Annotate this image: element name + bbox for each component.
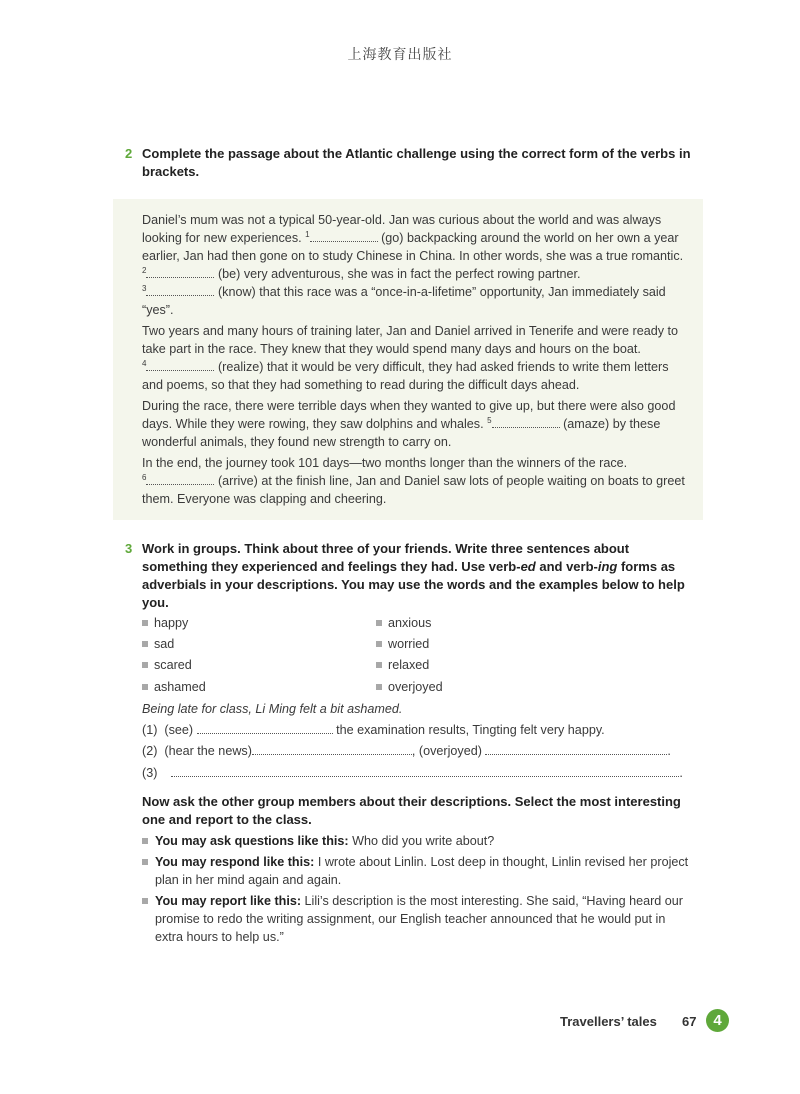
sentence-3-label: (3) [142, 766, 158, 780]
word-item [142, 658, 192, 678]
word-label: ashamed [154, 680, 206, 694]
sentence-3 [142, 764, 683, 782]
p4-text-a: In the end, the journey took 101 days—two months longer than the winners of the race. [142, 456, 628, 470]
bullet-square-icon [376, 641, 382, 647]
p1-text-c: (be) very adventurous, she was in fact the perfect rowing partner. [217, 267, 581, 281]
blank-2[interactable] [146, 266, 214, 278]
sentence-1-label: (1) [142, 723, 158, 737]
p2-text-a: Two years and many hours of training later, Jan and Daniel arrived in Tenerife and were ready to take part in the race. They knew that they would spend many days and hours on the boat. [142, 324, 679, 356]
sentence-3-period: . [679, 766, 683, 780]
ask-text: Who did you write about? [348, 834, 495, 848]
example-sentence: Being late for class, Li Ming felt a bit ashamed. [142, 702, 403, 716]
blank-4-number: 4 [142, 358, 147, 368]
sentence-1-text: the examination results, Tingting felt very happy. [336, 723, 605, 737]
exercise-2-instruction: Complete the passage about the Atlantic challenge using the correct form of the verbs in brackets. [142, 146, 691, 179]
p3-text-b: (amaze) by these wonderful animals, they found new strength to carry on. [142, 417, 661, 449]
word-item [376, 680, 443, 700]
word-item [376, 637, 429, 657]
word-label: worried [388, 637, 430, 651]
blank-6[interactable] [146, 473, 214, 485]
unit-title: Travellers’ tales [560, 1014, 657, 1029]
blank-4[interactable] [146, 359, 214, 371]
sentence-2 [142, 742, 671, 760]
p4-text-b: (arrive) at the finish line, Jan and Daniel saw lots of people waiting on boats to greet them. Everyone was clapping and cheering. [142, 474, 685, 506]
paragraph-2 [142, 322, 687, 394]
page-number: 67 [682, 1014, 697, 1029]
instruction-part-b: and verb- [535, 559, 598, 574]
word-label: anxious [388, 616, 432, 630]
exercise-3-instruction [142, 540, 692, 612]
paragraph-3 [142, 397, 687, 451]
bullet-square-icon [376, 620, 382, 626]
word-item [142, 637, 174, 657]
sentence-2-label: (2) [142, 744, 158, 758]
bullet-square-icon [376, 684, 382, 690]
p2-text-b: (realize) that it would be very difficult, they had asked friends to write them letters and poems, so that they had something to read during the difficult days ahead. [142, 360, 669, 392]
paragraph-4 [142, 454, 687, 508]
ask-tip-text [155, 832, 692, 850]
bullet-square-icon [142, 662, 148, 668]
report-label: You may report like this: [155, 894, 302, 908]
exercise-3-number: 3 [125, 541, 133, 556]
blank-1[interactable] [310, 230, 378, 242]
word-label: overjoyed [388, 680, 443, 694]
word-label: relaxed [388, 658, 430, 672]
sentence-2-blank-a[interactable] [252, 743, 412, 755]
blank-3-number: 3 [142, 283, 147, 293]
respond-tip [142, 853, 692, 889]
sentence-2-text: , (overjoyed) [411, 744, 482, 758]
publisher-header: 上海教育出版社 [347, 47, 453, 63]
word-label: sad [154, 637, 175, 651]
word-item [376, 658, 429, 678]
bullet-square-icon [142, 898, 148, 904]
p3-text-a: During the race, there were terrible days when they wanted to give up, but there were also good days. While they were rowing, they saw dolphins and whales. [142, 399, 676, 431]
ask-tip [142, 832, 692, 850]
blank-5-number: 5 [487, 415, 492, 425]
sentence-1-blank[interactable] [197, 722, 333, 734]
blank-5[interactable] [492, 416, 560, 428]
bullet-square-icon [376, 662, 382, 668]
sentence-2-blank-b[interactable] [485, 743, 667, 755]
sentence-2-period: . [667, 744, 671, 758]
exercise-3-instruction-2: Now ask the other group members about their descriptions. Select the most interesting one and report to the class. [142, 794, 681, 827]
sentence-3-blank[interactable] [171, 765, 679, 777]
word-item [376, 616, 431, 636]
instruction-ing: ing [597, 559, 618, 574]
word-label: scared [154, 658, 192, 672]
ask-label: You may ask questions like this: [155, 834, 349, 848]
blank-6-number: 6 [142, 472, 147, 482]
blank-1-number: 1 [305, 229, 310, 239]
sentence-2-verb: (hear the news) [164, 744, 252, 758]
p1-text-d: (know) that this race was a “once-in-a-lifetime” opportunity, Jan immediately said “yes”. [142, 285, 666, 317]
instruction-ed: ed [520, 559, 536, 574]
respond-text: I wrote about Linlin. Lost deep in thought, Linlin revised her project plan in her mind again and again. [155, 855, 689, 887]
passage-text [142, 211, 687, 511]
report-text: Lili’s description is the most interesting. She said, “Having heard our promise to redo the writing assignment, our English teacher announced that he would put in extra hours to help us.” [155, 894, 684, 944]
instruction-part-a: Work in groups. Think about three of your friends. Write three sentences about something they experienced and feelings they had. Use verb- [142, 541, 630, 574]
sentence-1-verb: (see) [164, 723, 194, 737]
bullet-square-icon [142, 859, 148, 865]
instruction-part-c: forms as adverbials in your descriptions. You may use the words and the examples below to help you. [142, 559, 685, 610]
bullet-square-icon [142, 620, 148, 626]
word-item [142, 616, 188, 636]
p1-text-b: (go) backpacking around the world on her own a year earlier, Jan had then gone on to study Chinese in China. In other words, she was a true romantic. [142, 231, 684, 263]
p1-text-a: Daniel’s mum was not a typical 50-year-old. Jan was curious about the world and was always looking for new experiences. [142, 213, 662, 245]
bullet-square-icon [142, 838, 148, 844]
exercise-2-number: 2 [125, 146, 133, 161]
bullet-square-icon [142, 641, 148, 647]
word-label: happy [154, 616, 189, 630]
respond-tip-text [155, 853, 692, 889]
unit-number-badge: 4 [706, 1009, 729, 1032]
blank-3[interactable] [146, 284, 214, 296]
bullet-square-icon [142, 684, 148, 690]
report-tip [142, 892, 692, 946]
respond-label: You may respond like this: [155, 855, 315, 869]
blank-2-number: 2 [142, 265, 147, 275]
word-item [142, 680, 206, 700]
sentence-1 [142, 721, 605, 739]
report-tip-text [155, 892, 692, 946]
paragraph-1 [142, 211, 687, 319]
